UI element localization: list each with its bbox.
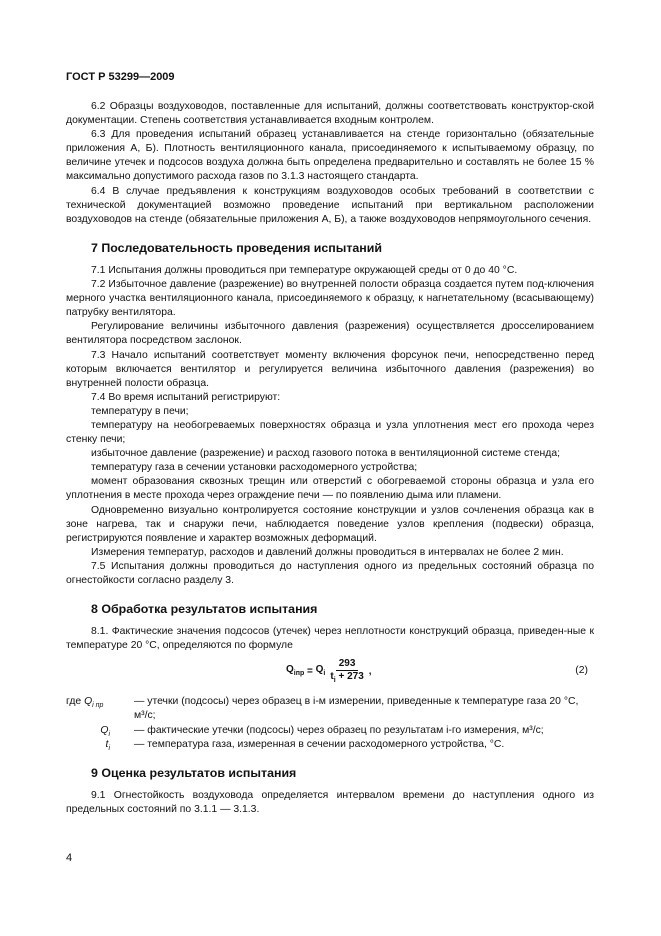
paragraph-6-3: 6.3 Для проведения испытаний образец устанавливается на стенде горизонтально (обязательные приложения А, Б). Плотность вентиляционного канала, присоединяемого к испытываемому образцу, по величине утечек и подсосов воздуха должна быть определена предварительно и составлять не более 15 % максимально допустимого расхода газов по 3.1.3 настоящего стандарта.	[66, 129, 594, 183]
definition-q-ipr	[66, 695, 594, 723]
definition-symbol: где $Q_{i пр}$	[66, 696, 104, 710]
paragraph-7-5: 7.5 Испытания должны проводиться до наступления одного из предельных состояний образца по огнестойкости согласно разделу 3.	[66, 560, 594, 586]
definition-symbol: $t_i$	[105, 738, 110, 752]
formula-fraction	[327, 658, 366, 687]
formula-equals: =	[304, 666, 316, 678]
section-8-title: 8 Обработка результатов испытания	[91, 602, 318, 617]
definition-text: — температура газа, измеренная в сечении расходомерного устройства, °С.	[134, 738, 505, 750]
paragraph-7-2: 7.2 Избыточное давление (разрежение) во внутренней полости образца создается путем под-ключения мерного участка вентиляционного канала, присоединяемого к образцу, к нагнетательному (всасывающему) патрубку вентилятора.	[66, 279, 594, 319]
paragraph-7-3: 7.3 Начало испытаний соответствует моменту включения форсунок печи, непосредственно перед которым включается вентилятор и регулируется величина избыточного давления (разрежения) во внутренней полости образца.	[66, 349, 594, 389]
formula-q: $Q_i$	[315, 664, 326, 678]
section-7-title: 7 Последовательность проведения испытаний	[91, 240, 383, 255]
definition-text: — фактические утечки (подсосы) через образец по результатам i-го измерения, м³/с;	[134, 724, 544, 736]
list-item-gas-temp: температуру газа в сечении установки расходомерного устройства;	[91, 462, 418, 474]
paragraph-6-4: 6.4 В случае предъявления к конструкциям воздуховодов особых требований в соответствии с технической документацией возможно проведение испытаний при вертикальном расположении воздуховодов на стенде (обязательные приложения А, Б), а также воздуховодов непрямоугольного сечения.	[66, 185, 594, 225]
definition-q-i	[66, 724, 594, 738]
list-item-furnace-temp: температуру в печи;	[91, 405, 189, 417]
formula-lhs: $Q_{iпр}$	[286, 664, 305, 678]
paragraph-8-1: 8.1. Фактические значения подсосов (утечек) через неплотности конструкций образца, приведен-ные к температуре 20 °С, определяются по формуле	[66, 626, 594, 652]
definition-t-i	[66, 738, 594, 752]
formula-numerator: 293	[336, 658, 359, 671]
paragraph-7-2-regulation: Регулирование величины избыточного давления (разрежения) осуществляется дросселированием вентилятора посредством заслонок.	[66, 321, 594, 347]
list-item-surface-temp: температуру на необогреваемых поверхностях образца и узла уплотнения мест его прохода через стенку печи;	[66, 419, 594, 446]
paragraph-7-4: 7.4 Во время испытаний регистрируют:	[91, 391, 281, 403]
standard-header: ГОСТ Р 53299—2009	[66, 71, 175, 83]
formula-expression	[286, 655, 372, 689]
document-body	[66, 100, 594, 817]
list-item-pressure: избыточное давление (разрежение) и расход газового потока в вентиляционной системе стенда;	[91, 448, 561, 460]
paragraph-visual-control: Одновременно визуально контролируется состояние конструкции и узлов сочленения образца как в зоне нагрева, так и снаружи печи, наблюдается поведение узлов крепления (подвески) образца, регистрируются появление и характер возможных деформаций.	[66, 504, 594, 544]
paragraph-6-2: 6.2 Образцы воздуховодов, поставленные для испытаний, должны соответствовать конструктор-ской документации. Степень соответствия устанавливается входным контролем.	[66, 101, 594, 127]
formula-denominator: $t_i + 273$	[330, 670, 364, 684]
page-number: 4	[66, 852, 73, 864]
formula-number: (2)	[575, 665, 588, 677]
paragraph-measurement-interval: Измерения температур, расходов и давлений должны проводиться в интервалах не более 2 мин.	[91, 546, 564, 558]
paragraph-7-1: 7.1 Испытания должны проводиться при температуре окружающей среды от 0 до 40 °С.	[91, 264, 518, 276]
list-item-cracks: момент образования сквозных трещин или отверстий с обогреваемой стороны образца и узла его уплотнения в месте прохода через ограждение печи — по появлению дыма или пламени.	[66, 476, 594, 502]
definition-symbol: $Q_i$	[100, 724, 110, 738]
paragraph-9-1: 9.1 Огнестойкость воздуховода определяется интервалом времени до наступления одного из предельных состояний по 3.1.1 — 3.1.3.	[66, 789, 594, 815]
formula-comma: ,	[368, 666, 372, 678]
formula-definitions	[66, 695, 594, 751]
section-9-title: 9 Оценка результатов испытания	[91, 765, 297, 780]
formula-2	[66, 655, 594, 693]
definition-text: — утечки (подсосы) через образец в i-м измерении, приведенные к температуре газа 20 °С, м³/с;	[134, 696, 579, 722]
